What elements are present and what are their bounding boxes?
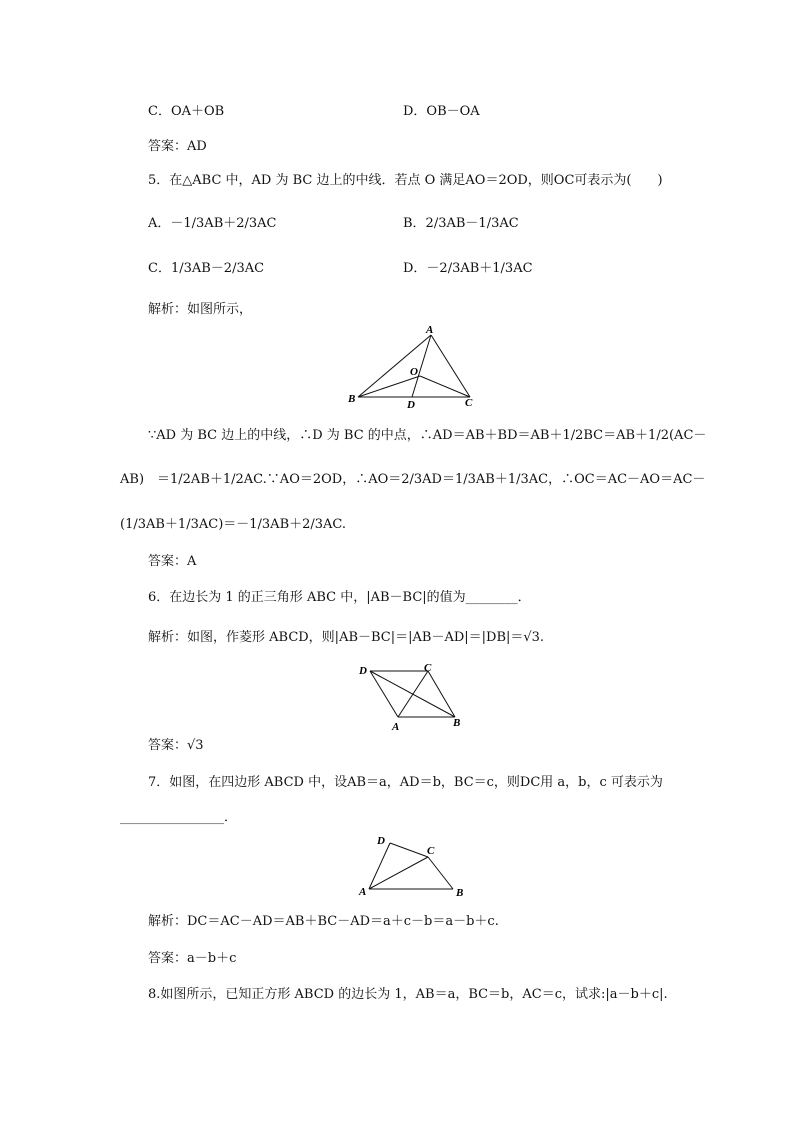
label-c: C <box>424 662 432 674</box>
label-d: D <box>377 835 385 847</box>
answer-q7: 答案：a－b＋c <box>148 951 237 966</box>
option-c-q4: C．OA＋OB <box>148 104 225 119</box>
triangle-figure-q5 <box>340 322 490 410</box>
label-b: B <box>348 393 356 405</box>
rhombus-figure-q6 <box>355 660 470 732</box>
option-a-q5: A．－1/3AB＋2/3AC <box>148 216 277 231</box>
question-5: 5．在△ABC 中，AD 为 BC 边上的中线．若点 O 满足AO＝2OD，则OC可表示为( ) <box>148 173 663 188</box>
solution-q6: 解析：如图，作菱形 ABCD，则|AB－BC|＝|AB－AD|＝|DB|＝√3. <box>148 630 545 645</box>
question-6: 6．在边长为 1 的正三角形 ABC 中，|AB－BC|的值为________． <box>148 590 531 605</box>
solution-line-2-q5: AB) ＝1/2AB＋1/2AC.∵AO＝2OD，∴AO＝2/3AD＝1/3AB＋1/3AC，∴OC＝AC－AO＝AC－ <box>120 472 706 487</box>
solution-q7: 解析：DC＝AC－AD＝AB＋BC－AD＝a＋c－b＝a－b＋c. <box>148 914 499 929</box>
option-c-q5: C．1/3AB－2/3AC <box>148 261 265 276</box>
answer-q6: 答案：√3 <box>148 738 204 753</box>
solution-line-3-q5: (1/3AB＋1/3AC)＝－1/3AB＋2/3AC. <box>120 517 347 532</box>
label-b: B <box>456 887 464 899</box>
solution-line-1-q5: ∵AD 为 BC 边上的中线，∴D 为 BC 的中点，∴AD＝AB＋BD＝AB＋1/2BC＝AB＋1/2(AC－ <box>148 428 707 443</box>
label-a: A <box>426 324 434 336</box>
label-c: C <box>465 397 473 409</box>
label-d: D <box>359 665 367 677</box>
label-a: A <box>359 886 367 898</box>
label-a: A <box>392 721 400 732</box>
question-8: 8.如图所示，已知正方形 ABCD 的边长为 1，AB＝a，BC＝b，AC＝c，试求:|a－b＋c|. <box>148 987 668 1002</box>
label-o: O <box>410 366 418 378</box>
option-b-q5: B．2/3AB－1/3AC <box>403 216 519 231</box>
answer-q4: 答案：AD <box>148 139 207 154</box>
label-d: D <box>407 399 415 410</box>
question-7: 7．如图，在四边形 ABCD 中，设AB＝a，AD＝b，BC＝c，则DC用 a，b，c 可表示为 <box>148 775 663 790</box>
question-7-blank: ________________． <box>120 810 238 825</box>
solution-intro-q5: 解析：如图所示， <box>148 302 253 317</box>
answer-q5: 答案：A <box>148 554 197 569</box>
label-c: C <box>427 845 435 857</box>
option-d-q5: D．－2/3AB＋1/3AC <box>403 261 533 276</box>
label-b: B <box>453 717 461 729</box>
quadrilateral-figure-q7 <box>355 830 470 900</box>
option-d-q4: D．OB－OA <box>403 104 480 119</box>
